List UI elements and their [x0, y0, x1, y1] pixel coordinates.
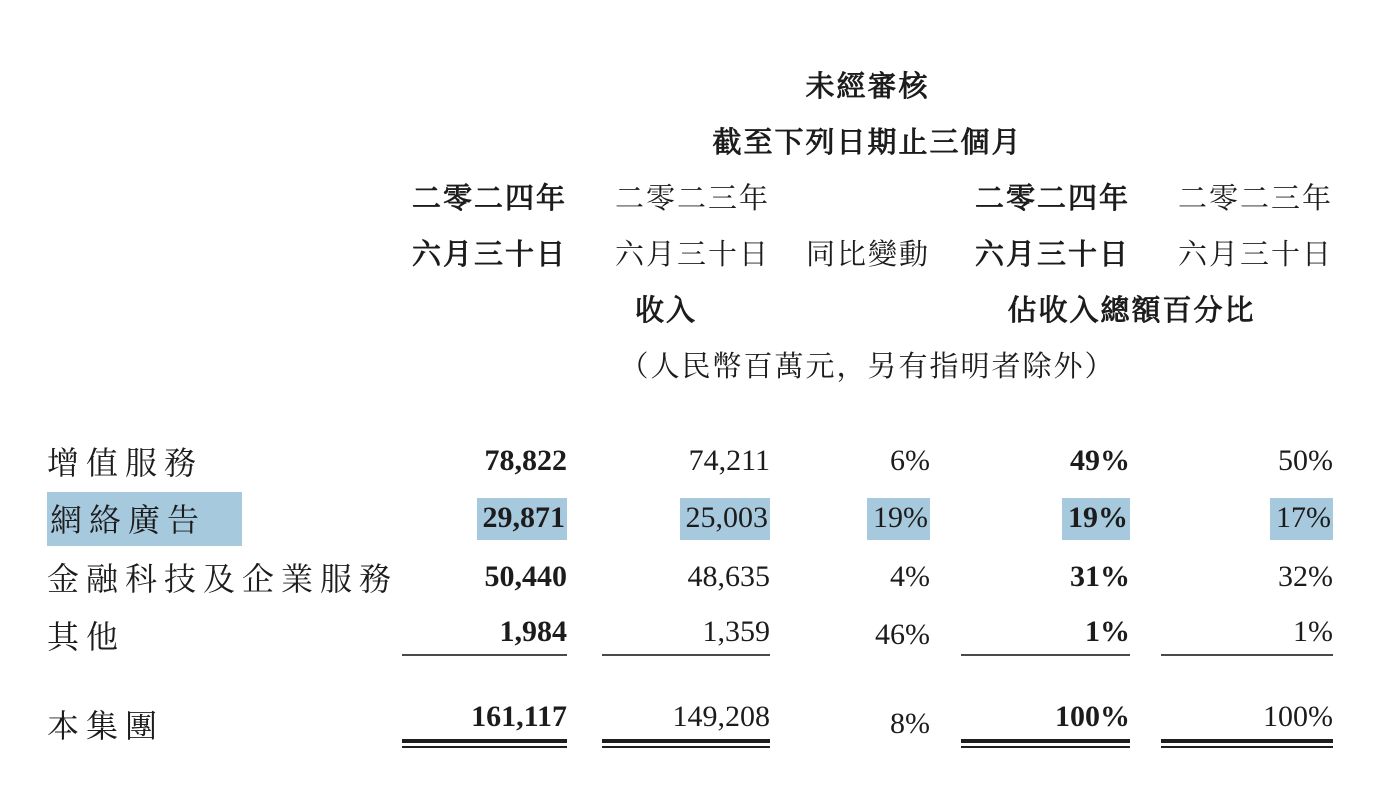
double-rule [961, 739, 1130, 748]
pct-2023-value: 50% [1278, 444, 1334, 477]
empty-cell [47, 56, 402, 112]
table-row-vas [47, 432, 1333, 490]
revenue-2023-value: 74,211 [688, 444, 770, 477]
unit-note: （人民幣百萬元，另有指明者除外） [619, 350, 1116, 383]
segment-label: 增值服務 [47, 445, 204, 481]
pct-2023-value: 32% [1278, 560, 1334, 593]
header-row-years [47, 168, 1333, 224]
empty-cell [47, 280, 402, 336]
date-header-2024-revenue: 六月三十日 [411, 238, 567, 271]
yoy-change-value: 4% [890, 560, 930, 593]
revenue-2024-value: 29,871 [402, 498, 567, 540]
pct-2024-value: 31% [1070, 560, 1130, 593]
header-row-unit-note [47, 336, 1333, 392]
pct-2023-value: 1% [1161, 615, 1333, 656]
header-row-unaudited [47, 56, 1333, 112]
segment-label: 金融科技及企業服務 [47, 561, 399, 597]
revenue-2023-value: 1,359 [602, 615, 770, 656]
segment-label-highlighted: 網絡廣告 [47, 492, 242, 546]
header-row-groups [47, 280, 1333, 336]
yoy-change-value: 46% [875, 618, 930, 651]
yoy-change-value: 6% [890, 444, 930, 477]
spacer-row [47, 664, 1333, 694]
double-rule [402, 739, 567, 748]
table-row-online-advertising [47, 490, 1333, 548]
revenue-by-segment-table [47, 56, 1333, 754]
revenue-2024-value: 50,440 [484, 560, 567, 593]
revenue-2024-value: 1,984 [402, 615, 567, 656]
revenue-group-header: 收入 [634, 294, 697, 327]
total-revenue-2023: 149,208 [602, 700, 770, 748]
revenue-2023-value: 25,003 [602, 498, 770, 540]
total-yoy-change: 8% [890, 707, 930, 740]
pct-of-total-group-header: 佔收入總額百分比 [1007, 294, 1256, 327]
table-row-group-total [47, 694, 1333, 754]
date-header-2023-revenue: 六月三十日 [614, 238, 770, 271]
header-row-dates [47, 224, 1333, 280]
year-header-2023-revenue: 二零二三年 [614, 182, 770, 215]
table-row-fintech-business-services [47, 548, 1333, 606]
empty-cell [47, 224, 402, 280]
pct-2024-value: 49% [1070, 444, 1130, 477]
empty-cell [47, 336, 402, 392]
empty-cell [47, 112, 402, 168]
double-rule [602, 739, 770, 748]
pct-2023-value: 17% [1161, 498, 1333, 540]
year-header-yoy-spacer [770, 168, 930, 224]
year-header-2024-revenue: 二零二四年 [411, 182, 567, 215]
header-row-period [47, 112, 1333, 168]
yoy-change-value: 19% [770, 498, 930, 540]
header-period-caption: 截至下列日期止三個月 [712, 126, 1023, 159]
header-unaudited: 未經審核 [805, 70, 930, 103]
pct-2024-value: 19% [961, 498, 1130, 540]
date-header-2023-pct: 六月三十日 [1178, 238, 1334, 271]
pct-2024-value: 1% [961, 615, 1130, 656]
spacer-row [47, 392, 1333, 432]
segment-label: 其他 [47, 619, 126, 655]
revenue-2023-value: 48,635 [687, 560, 770, 593]
yoy-change-header: 同比變動 [805, 238, 930, 271]
total-revenue-2024: 161,117 [402, 700, 567, 748]
table-row-others [47, 606, 1333, 664]
revenue-2024-value: 78,822 [484, 444, 567, 477]
date-header-2024-pct: 六月三十日 [974, 238, 1130, 271]
year-header-2024-pct: 二零二四年 [974, 182, 1130, 215]
double-rule [1161, 739, 1333, 748]
empty-cell [47, 168, 402, 224]
total-pct-2024: 100% [961, 700, 1130, 748]
total-pct-2023: 100% [1161, 700, 1333, 748]
total-label: 本集團 [47, 708, 165, 744]
year-header-2023-pct: 二零二三年 [1178, 182, 1334, 215]
